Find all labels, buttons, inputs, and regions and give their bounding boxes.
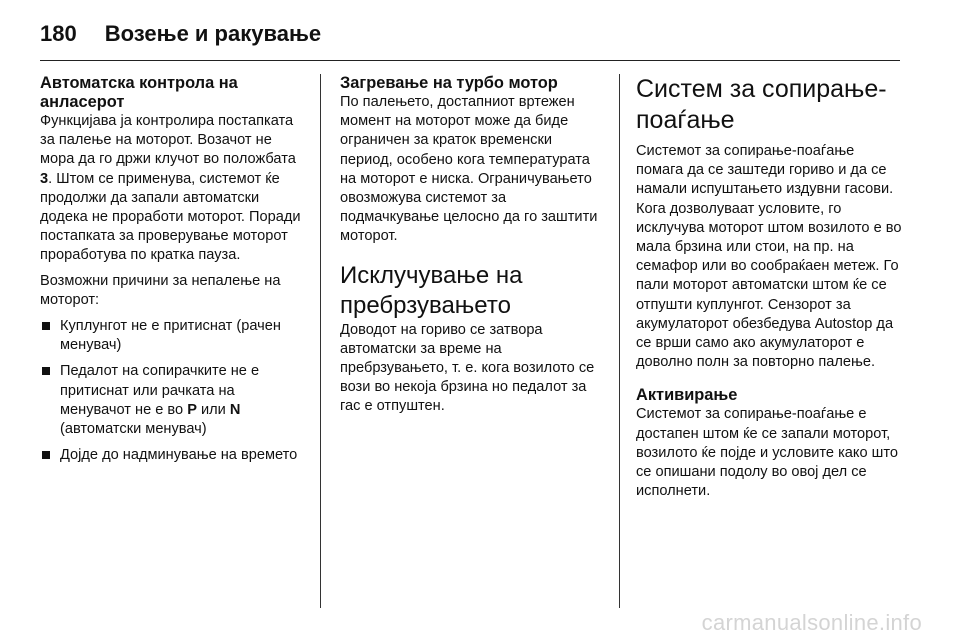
column-1 — [40, 74, 308, 472]
column-2 — [340, 74, 608, 417]
column-divider-1 — [320, 74, 321, 608]
key-position-3: 3 — [40, 170, 49, 187]
turbo-warmup-paragraph: По палењето, достапниот вртежен момент на моторот може да биде ограничен за краток временски период, особено кога температурата на моторот е ниска. Ограничувањето овозможува системот за подмачкување целосно да го заштити моторот. — [340, 94, 598, 245]
gear-p: P — [187, 401, 197, 418]
square-bullet-icon — [42, 367, 50, 375]
square-bullet-icon — [42, 451, 50, 459]
header-divider — [40, 60, 900, 61]
column-divider-2 — [619, 74, 620, 608]
page-title: Возење и ракување — [104, 21, 322, 46]
column-3 — [636, 74, 904, 501]
section-heading-starter-control: Автоматска контрола на анласерот — [40, 74, 238, 111]
list-item-text: Дојде до надминување на времето — [60, 447, 298, 464]
activation-paragraph: Системот за сопирање-поаѓање е достапен штом ќе се запали моторот, возилото ќе појде и условите како што се опишани подолу во овој дел се исполнети. — [636, 406, 898, 500]
section-heading-stop-start: Систем за сопирање-поаѓање — [636, 75, 887, 134]
stop-start-paragraph: Системот за сопирање-поаѓање помага да се заштеди гориво и да се намали испуштањето издувни гасови. Кога дозволуваат условите, го исклучува моторот штом возилото е во мала брзина или стои, на пр. на семафор или во сообраќаен метеж. Го пали моторот автоматски штом ќе се отпушти куплунгот. Сензорот за акумулаторот обезбедува Autostop да се врши само ако акумулаторот е доволно полн за повторно палење. — [636, 143, 902, 371]
para-text-cont: . Штом се применува, системот ќе продолжи да запали автоматски додека не проработи моторот. Поради постапката за проверување моторот проработува по кратка пауза. — [40, 170, 301, 264]
list-item-text: Куплунгот не е притиснат (рачен менувач) — [60, 318, 281, 354]
list-item-text: или — [196, 401, 230, 418]
list-item-text: Педалот на сопирачките не е притиснат или рачката на менувачот не е во — [60, 363, 260, 418]
square-bullet-icon — [42, 322, 50, 330]
section-heading-activation: Активирање — [636, 386, 738, 405]
page-header — [40, 14, 321, 54]
starter-control-paragraph — [40, 112, 308, 266]
list-item — [40, 446, 308, 465]
failure-causes-intro: Возможни причини за непалење на моторот: — [40, 272, 281, 308]
page-number: 180 — [40, 21, 77, 46]
gear-n: N — [229, 401, 241, 418]
para-text: Функцијава ја контролира постапката за палење на моторот. Возачот не мора да го држи клучот во положбата — [40, 113, 296, 168]
failure-causes-list — [40, 317, 308, 465]
overrun-cutoff-paragraph: Доводот на гориво се затвора автоматски за време на пребрзувањето, т. е. кога возилото се вози во некоја брзина но педалот за гас е отпуштен. — [340, 321, 595, 415]
list-item-text: (автоматски менувач) — [60, 421, 207, 438]
section-heading-turbo-warmup: Загревање на турбо мотор — [340, 74, 558, 92]
list-item — [40, 317, 308, 355]
section-heading-overrun-cutoff: Исклучување на пребрзувањето — [340, 261, 523, 319]
list-item — [40, 362, 308, 439]
watermark: carmanualsonline.info — [701, 610, 922, 635]
